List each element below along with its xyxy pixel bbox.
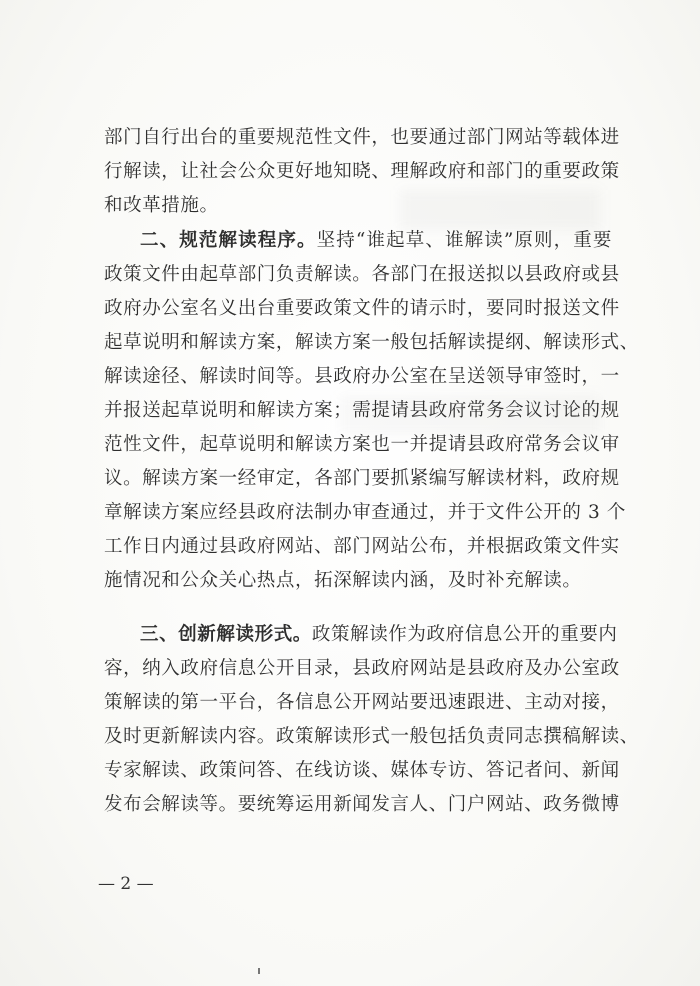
section-heading: 二、规范解读程序。 — [140, 230, 317, 251]
body-line: 施情况和公众关心热点，拓深解读内涵，及时补充解读。 — [104, 570, 582, 591]
body-line: 政策文件由起草部门负责解读。各部门在报送拟以县政府或县 — [104, 264, 620, 285]
section-heading: 三、创新解读形式。 — [140, 624, 312, 645]
page-number: — 2 — — [98, 874, 154, 894]
section-two-line — [140, 226, 612, 256]
body-line: 容，纳入政府信息公开目录，县政府网站是县政府及办公室政 — [104, 658, 620, 679]
section-text: 坚持“谁起草、谁解读”原则，重要 — [316, 230, 612, 251]
body-line: 解读途径、解读时间等。县政府办公室在呈送领导审签时，一 — [104, 366, 620, 387]
section-text: 政策解读作为政府信息公开的重要内 — [311, 624, 618, 645]
body-line: 范性文件，起草说明和解读方案也一并提请县政府常务会议审 — [104, 434, 620, 455]
body-line: 部门自行出台的重要规范性文件，也要通过部门网站等载体进 — [104, 127, 620, 148]
body-line: 并报送起草说明和解读方案；需提请县政府常务会议讨论的规 — [104, 400, 620, 421]
body-line: 及时更新解读内容。政策解读形式一般包括负责同志撰稿解读、 — [104, 726, 639, 747]
section-three-line — [140, 620, 618, 650]
scan-speck — [258, 968, 260, 974]
body-line: 和改革措施。 — [104, 195, 219, 216]
body-line: 章解读方案应经县政府法制办审查通过，并于文件公开的 3 个 — [104, 502, 626, 523]
body-line: 工作日内通过县政府网站、部门网站公布，并根据政策文件实 — [104, 536, 620, 557]
body-line: 政府办公室名义出台重要政策文件的请示时，要同时报送文件 — [104, 298, 620, 319]
body-line: 议。解读方案一经审定，各部门要抓紧编写解读材料，政府规 — [104, 468, 620, 489]
show-through-shadow — [400, 190, 600, 230]
body-line: 起草说明和解读方案，解读方案一般包括解读提纲、解读形式、 — [104, 332, 639, 353]
body-line: 专家解读、政策问答、在线访谈、媒体专访、答记者问、新闻 — [104, 760, 620, 781]
body-line: 发布会解读等。要统筹运用新闻发言人、门户网站、政务微博 — [104, 794, 620, 815]
body-line: 行解读，让社会公众更好地知晓、理解政府和部门的重要政策 — [104, 161, 620, 182]
body-line: 策解读的第一平台，各信息公开网站要迅速跟进、主动对接， — [104, 692, 620, 713]
